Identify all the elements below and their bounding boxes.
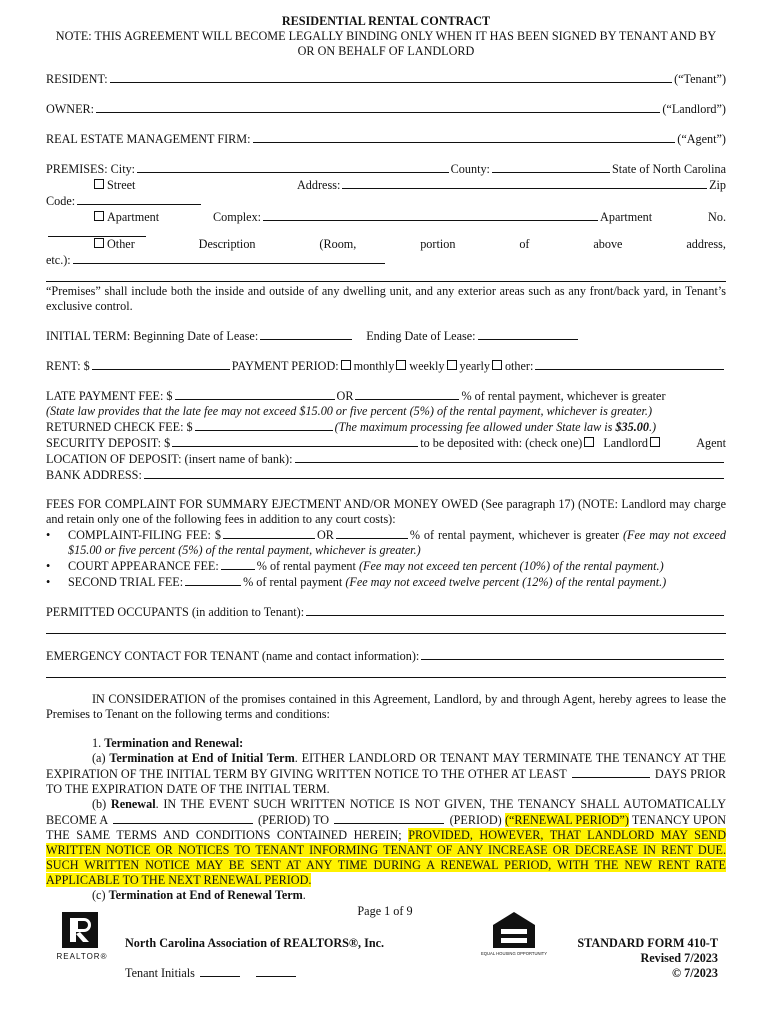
other-period-checkbox[interactable] xyxy=(492,360,502,370)
zip-label: Zip xyxy=(709,178,726,192)
second-trial-fee-item: • SECOND TRIAL FEE: % of rental payment (Fee may not exceed twelve percent (12%) of the rental payment.) xyxy=(46,575,667,589)
county-label: County: xyxy=(450,162,490,176)
etc-label: etc.): xyxy=(46,253,71,267)
returned-check-note: (The maximum processing fee allowed under State law is xyxy=(334,420,616,434)
svg-text:EQUAL HOUSING OPPORTUNITY: EQUAL HOUSING OPPORTUNITY xyxy=(480,951,548,956)
no-label: No. xyxy=(708,210,726,224)
late-fee-note: (State law provides that the late fee may not exceed $15.00 or five percent (5%) of the rental payment, whichever is greater.) xyxy=(46,404,653,418)
section-1b: (b) Renewal. IN THE EVENT SUCH WRITTEN NOTICE IS NOT GIVEN, THE TENANCY SHALL AUTOMATICALLY BECOME A (PERIOD) TO (PERIOD) (“RENEWAL PERIOD”) TENANCY UPON THE SAME TERMS AND CONDITIONS CONTAINED HEREIN; PROVIDED, HOWEVER, THAT LANDLORD MAY SEND WRITTEN NOTICE OR NOTICES TO TENANT INFORMING TENANT OF ANY INCREASE OR DECREASE IN RENT DUE. SUCH WRITTEN NOTICE MAY BE SENT AT ANY TIME DURING A RENEWAL PERIOD, WITH THE NEW RENT RATE APPLICABLE TO THE NEXT RENEWAL PERIOD. xyxy=(46,797,727,887)
tenant-initials-field-1[interactable] xyxy=(200,965,240,977)
premises-definition: “Premises” shall include both the inside and outside of any dwelling unit, and any exterior areas such as any front/back yard, in Tenant’s exclusive control. xyxy=(46,284,726,313)
complaint-filing-note: (Fee may not exceed $15.00 or five percent (5%) of the rental payment, whichever is greater.) xyxy=(68,528,727,557)
bank-address-label: BANK ADDRESS: xyxy=(46,468,142,482)
court-appearance-label: COURT APPEARANCE FEE: xyxy=(68,559,219,573)
deposit-location-label: LOCATION OF DEPOSIT: (insert name of bank): xyxy=(46,452,293,466)
contract-page xyxy=(46,14,726,903)
binding-note: NOTE: THIS AGREEMENT WILL BECOME LEGALLY BINDING ONLY WHEN IT HAS BEEN SIGNED BY TENANT AND BY OR ON BEHALF OF LANDLORD xyxy=(55,29,717,58)
bullet: • xyxy=(46,528,51,542)
court-appearance-fee-item: • COURT APPEARANCE FEE: % of rental payment (Fee may not exceed ten percent (10%) of the rental payment.) xyxy=(46,559,664,573)
tenant-initials-field-2[interactable] xyxy=(256,965,296,977)
description-word: portion xyxy=(420,237,456,251)
late-fee-row xyxy=(46,388,726,404)
equal-housing-icon xyxy=(480,910,548,960)
security-deposit-field[interactable] xyxy=(172,435,418,447)
emergency-contact-label: EMERGENCY CONTACT FOR TENANT (name and contact information): xyxy=(46,649,420,663)
complaint-filing-fee-label: COMPLAINT-FILING FEE: $ xyxy=(68,528,221,542)
monthly-checkbox[interactable] xyxy=(341,360,351,370)
owner-label: OWNER: xyxy=(46,102,95,116)
owner-field[interactable] xyxy=(96,101,660,113)
revision-date: Revised 7/2023 xyxy=(640,951,718,965)
document-title: RESIDENTIAL RENTAL CONTRACT xyxy=(281,14,491,28)
description-word: above xyxy=(593,237,623,251)
second-trial-note: (Fee may not exceed twelve percent (12%) of the rental payment.) xyxy=(345,575,667,589)
monthly-label: monthly xyxy=(353,359,395,373)
other-description-field-2[interactable] xyxy=(46,270,726,282)
returned-check-row: RETURNED CHECK FEE: $ (The maximum processing fee allowed under State law is $35.00.) xyxy=(46,420,657,434)
firm-row xyxy=(46,131,726,147)
late-fee-or: OR xyxy=(336,389,354,403)
complex-label: Complex: xyxy=(213,210,262,224)
premises-city-label: PREMISES: City: xyxy=(46,162,136,176)
notice-days-field[interactable] xyxy=(572,766,650,778)
court-appearance-note: (Fee may not exceed ten percent (10%) of the rental payment.) xyxy=(358,559,664,573)
deposit-location-row xyxy=(46,451,726,467)
agent-suffix: (“Agent”) xyxy=(677,132,726,146)
rent-change-highlight: PROVIDED, HOWEVER, THAT LANDLORD MAY SEND WRITTEN NOTICE OR NOTICES TO TENANT INFORMING TENANT OF ANY INCREASE OR DECREASE IN RENT DUE. SUCH WRITTEN NOTICE MAY BE SENT AT ANY TIME DURING A RENEWAL PERIOD, WITH THE NEW RENT RATE APPLICABLE TO THE NEXT RENEWAL PERIOD. xyxy=(46,828,727,887)
realtor-logo xyxy=(56,912,108,962)
state-label: State of North Carolina xyxy=(611,162,726,176)
other-description-field[interactable] xyxy=(73,252,385,264)
ending-date-field[interactable] xyxy=(478,328,578,340)
apartment-label: Apartment xyxy=(107,210,160,224)
firm-label: REAL ESTATE MANAGEMENT FIRM: xyxy=(46,132,251,146)
second-trial-label: SECOND TRIAL FEE: xyxy=(68,575,184,589)
tenant-initials-label: Tenant Initials xyxy=(125,966,195,980)
complex-field[interactable] xyxy=(263,209,598,221)
description-word: of xyxy=(519,237,530,251)
bullet: • xyxy=(46,575,51,589)
bank-address-row xyxy=(46,467,726,483)
permitted-occupants-label: PERMITTED OCCUPANTS (in addition to Tenant): xyxy=(46,605,305,619)
court-appearance-field[interactable] xyxy=(221,558,255,570)
section-1b-title: Renewal xyxy=(110,797,156,811)
section-1c: (c) Termination at End of Renewal Term. xyxy=(92,888,306,902)
county-field[interactable] xyxy=(492,161,610,173)
renewal-period-field-2[interactable] xyxy=(334,812,444,824)
permitted-occupants-field[interactable] xyxy=(306,604,724,616)
consideration-paragraph: IN CONSIDERATION of the promises contained in this Agreement, Landlord, by and through Agent, hereby agrees to lease the Premises to Tenant on the following terms and conditions: xyxy=(46,692,726,721)
address-label: Address: xyxy=(297,178,341,192)
description-word: (Room, xyxy=(319,237,357,251)
other-row xyxy=(46,237,726,252)
returned-check-max: $35.00 xyxy=(615,420,649,434)
late-fee-label: LATE PAYMENT FEE: $ xyxy=(46,389,173,403)
permitted-occupants-row xyxy=(46,604,726,620)
resident-field[interactable] xyxy=(110,71,672,83)
etc-row xyxy=(46,252,726,268)
bank-address-field[interactable] xyxy=(144,467,724,479)
late-fee-amount-field[interactable] xyxy=(175,388,335,400)
form-number: STANDARD FORM 410-T xyxy=(577,936,718,950)
other-period-field[interactable] xyxy=(535,358,724,370)
ending-date-label: Ending Date of Lease: xyxy=(366,329,476,343)
apartment-no-label: Apartment xyxy=(600,210,653,224)
street-label: Street xyxy=(107,178,136,192)
permitted-occupants-continued xyxy=(46,622,726,634)
rent-field[interactable] xyxy=(92,358,230,370)
beginning-date-label: INITIAL TERM: Beginning Date of Lease: xyxy=(46,329,259,343)
initial-term-row xyxy=(46,328,726,344)
emergency-contact-row xyxy=(46,648,726,664)
zip-field[interactable] xyxy=(77,193,201,205)
copyright: © 7/2023 xyxy=(671,966,718,980)
late-fee-percent-field[interactable] xyxy=(355,388,459,400)
resident-row xyxy=(46,71,726,87)
description-word: address, xyxy=(686,237,726,251)
premises-city-row xyxy=(46,161,726,177)
firm-field[interactable] xyxy=(253,131,676,143)
resident-label: RESIDENT: xyxy=(46,72,108,86)
apartment-checkbox[interactable] xyxy=(94,211,104,221)
complaint-filing-amount-field[interactable] xyxy=(223,527,315,539)
emergency-contact-continued xyxy=(46,666,726,678)
svg-text:REALTOR®: REALTOR® xyxy=(56,952,108,961)
renewal-period-field-1[interactable] xyxy=(113,812,253,824)
payment-period-label: PAYMENT PERIOD: xyxy=(231,359,339,373)
street-row xyxy=(46,177,726,193)
section-1c-title: Termination at End of Renewal Term xyxy=(108,888,303,902)
description-word: Description xyxy=(198,237,256,251)
owner-row xyxy=(46,101,726,117)
section-1-heading: 1. Termination and Renewal: xyxy=(92,736,244,750)
section-1a: (a) Termination at End of Initial Term. EITHER LANDLORD OR TENANT MAY TERMINATE THE TENANCY AT THE EXPIRATION OF THE INITIAL TERM BY GIVING WRITTEN NOTICE TO THE OTHER AT LEAST DAYS PRIOR TO THE EXPIRATION DATE OF THE INITIAL TERM. xyxy=(46,751,727,796)
other-label: Other xyxy=(107,237,135,251)
yearly-label: yearly xyxy=(459,359,490,373)
form-info xyxy=(577,936,718,981)
returned-check-field[interactable] xyxy=(195,419,333,431)
apartment-no-row xyxy=(46,225,726,237)
equal-housing-logo xyxy=(480,910,548,960)
deposit-landlord-checkbox[interactable] xyxy=(584,437,594,447)
association-name: North Carolina Association of REALTORS®, Inc. xyxy=(125,936,385,950)
other-checkbox[interactable] xyxy=(94,238,104,248)
apartment-row xyxy=(46,209,726,225)
weekly-label: weekly xyxy=(409,359,445,373)
rent-label: RENT: $ xyxy=(46,359,90,373)
security-deposit-row xyxy=(46,435,726,451)
deposit-agent-label: Agent xyxy=(696,436,726,450)
bullet: • xyxy=(46,559,51,573)
permitted-occupants-field-2[interactable] xyxy=(46,622,726,634)
section-1-title: Termination and Renewal: xyxy=(104,736,244,750)
street-checkbox[interactable] xyxy=(94,179,104,189)
address-field[interactable] xyxy=(342,177,707,189)
weekly-checkbox[interactable] xyxy=(396,360,406,370)
landlord-suffix: (“Landlord”) xyxy=(662,102,726,116)
rent-row xyxy=(46,358,726,374)
tenant-initials xyxy=(125,965,298,981)
complaint-fees-intro: FEES FOR COMPLAINT FOR SUMMARY EJECTMENT AND/OR MONEY OWED (See paragraph 17) (NOTE: Landlord may charge and retain only one of the following fees in addition to any court costs): xyxy=(46,497,726,526)
second-trial-field[interactable] xyxy=(185,574,241,586)
deposit-agent-checkbox[interactable] xyxy=(650,437,660,447)
realtor-logo-icon xyxy=(56,912,108,962)
complaint-filing-percent-field[interactable] xyxy=(336,527,408,539)
tenant-suffix: (“Tenant”) xyxy=(674,72,726,86)
yearly-checkbox[interactable] xyxy=(447,360,457,370)
emergency-contact-field-2[interactable] xyxy=(46,666,726,678)
bank-name-field[interactable] xyxy=(295,451,725,463)
returned-check-label: RETURNED CHECK FEE: $ xyxy=(46,420,193,434)
complaint-filing-fee-item: • COMPLAINT-FILING FEE: $ OR % of rental payment, whichever is greater (Fee may not exceed $15.00 or five percent (5%) of the rental payment, whichever is greater.) xyxy=(46,528,727,557)
deposit-landlord-label: Landlord xyxy=(603,436,649,450)
apartment-no-field[interactable] xyxy=(48,225,146,237)
code-label: Code: xyxy=(46,194,76,208)
city-field[interactable] xyxy=(137,161,449,173)
other-description-continued xyxy=(46,270,726,282)
security-deposit-label: SECURITY DEPOSIT: $ xyxy=(46,436,171,450)
page-number: Page 1 of 9 xyxy=(357,904,413,918)
section-1a-title: Termination at End of Initial Term xyxy=(109,751,295,765)
other-period-label: other: xyxy=(504,359,534,373)
zip-code-row xyxy=(46,193,726,209)
beginning-date-field[interactable] xyxy=(260,328,352,340)
deposit-with-label: to be deposited with: (check one) xyxy=(420,436,583,450)
emergency-contact-field[interactable] xyxy=(421,648,724,660)
renewal-period-highlight: (“RENEWAL PERIOD”) xyxy=(504,813,629,827)
late-fee-percent-label: % of rental payment, whichever is greater xyxy=(461,389,666,403)
